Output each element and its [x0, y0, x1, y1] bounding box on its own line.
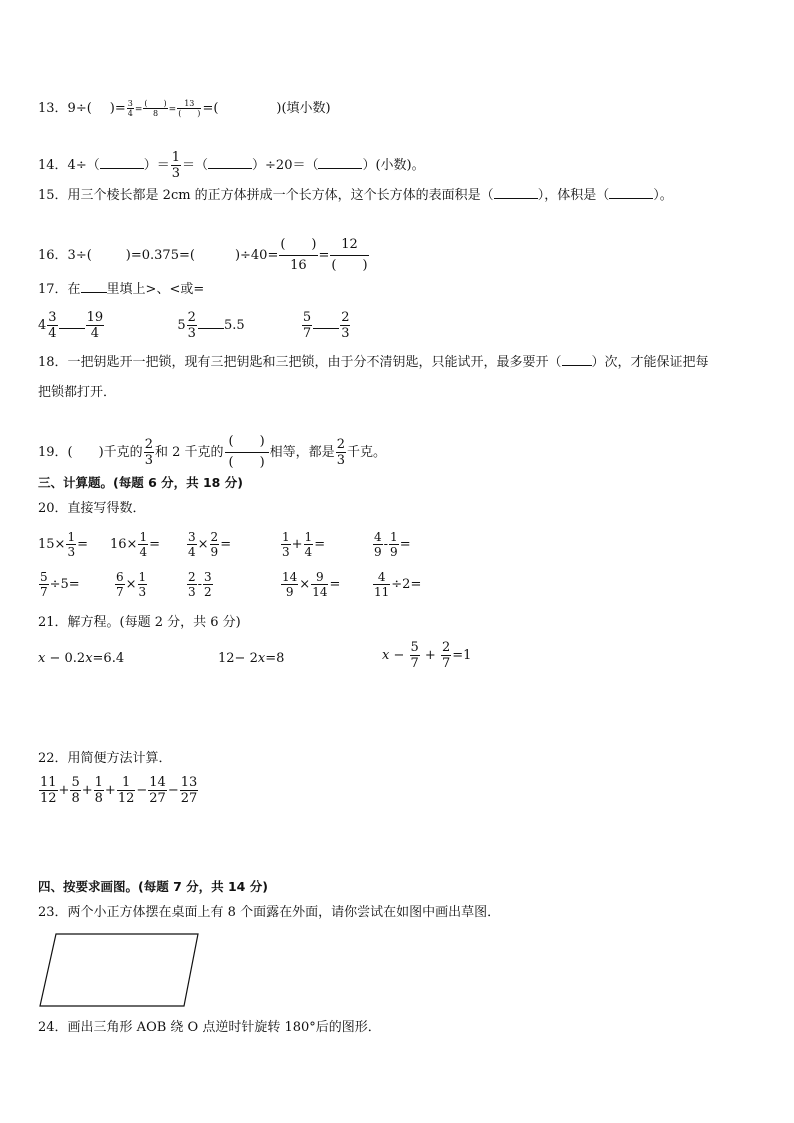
fraction: $\frac{19}{4}$	[86, 310, 104, 341]
fraction: $\frac{2}{3}$	[144, 437, 153, 468]
q20-item: $\frac{4}{9}$ - $\frac{1}{9}$ =	[374, 530, 411, 559]
answer-blank[interactable]	[609, 198, 653, 199]
question-24: 24．画出三角形 AOB 绕 O 点逆时针旋转 180°后的图形．	[38, 1020, 381, 1035]
fraction: $\frac{5}{7}$	[410, 640, 419, 671]
section-4-title: 四、按要求画图。(每题 7 分，共 14 分)	[38, 879, 268, 894]
fraction: $\frac{3}{4}$	[48, 310, 57, 341]
fraction: $\frac{12}{( )}$	[331, 237, 368, 273]
fraction: $\frac{2}{3}$	[336, 437, 345, 468]
answer-blank[interactable]	[494, 198, 538, 199]
fraction: $\frac{( )}{8}$	[144, 99, 167, 118]
question-15: 15．用三个棱长都是 2cm 的正方体拼成一个长方体，这个长方体的表面积是（ ），体积是（ ）。	[38, 188, 673, 203]
q22-expression: $\frac{11}{12}$ + $\frac{5}{8}$ + $\frac{1}{8}$ + $\frac{1}{12}$ − $\frac{14}{27}$ − $\frac{13}{27}$	[40, 775, 198, 806]
fraction: $\frac{5}{8}$	[71, 775, 80, 806]
fraction: $\frac{3}{4}$	[127, 99, 133, 118]
question-21-title: 21．解方程。(每题 2 分，共 6 分)	[38, 615, 241, 630]
q20-item: $\frac{3}{4}$ × $\frac{2}{9}$ =	[188, 530, 232, 559]
equation-1: x − 0.2x=6.4	[38, 651, 125, 666]
question-13: 13．9÷( )= $\frac{3}{4}$ = $\frac{( )}{8}$ = $\frac{13}{( )}$ =( )(填小数)	[38, 99, 331, 118]
question-17-items: 4 $\frac{3}{4}$ $\frac{19}{4}$ 5 $\frac{2}{3}$ 5.5 $\frac{5}{7}$ $\frac{2}{3}$	[38, 310, 350, 341]
question-18-line1: 18．一把钥匙开一把锁，现有三把钥匙和三把锁，由于分不清钥匙，只能试开，最多要开（ ）次，才能保证把每	[38, 355, 709, 370]
question-17-title: 17．在 里填上>、<或=	[38, 282, 205, 297]
question-14: 14．4÷（ ）＝ $\frac{1}{3}$ ＝（ ）÷20＝（ ）(小数)。	[38, 150, 425, 181]
parallelogram-shape	[40, 934, 198, 1006]
fraction: $\frac{2}{7}$	[441, 640, 451, 671]
fraction: $\frac{( )}{16}$	[280, 237, 317, 273]
fraction: $\frac{1}{8}$	[94, 775, 103, 806]
q20-item: $\frac{14}{9}$ × $\frac{9}{14}$ =	[282, 570, 341, 599]
q20-item: 16× $\frac{1}{4}$ =	[110, 530, 160, 559]
answer-blank[interactable]	[208, 168, 252, 169]
fraction: $\frac{13}{( )}$	[178, 99, 201, 118]
compare-blank[interactable]	[59, 328, 85, 329]
fraction: $\frac{5}{7}$	[302, 310, 312, 341]
answer-blank[interactable]	[81, 292, 107, 293]
answer-blank[interactable]	[318, 168, 362, 169]
fraction: $\frac{11}{12}$	[40, 775, 57, 806]
answer-blank[interactable]	[562, 365, 592, 366]
question-23: 23．两个小正方体摆在桌面上有 8 个面露在外面，请你尝试在如图中画出草图．	[38, 905, 501, 920]
question-22-title: 22．用简便方法计算．	[38, 751, 172, 766]
equation-2: 12− 2x=8	[218, 651, 285, 666]
q20-item: $\frac{6}{7}$ × $\frac{1}{3}$	[116, 570, 147, 599]
question-16: 16．3÷( )=0.375=( )÷40= $\frac{( )}{16}$ = $\frac{12}{( )}$	[38, 235, 370, 276]
fraction: $\frac{13}{27}$	[180, 775, 198, 806]
question-20-title: 20．直接写得数．	[38, 501, 146, 516]
section-3-title: 三、计算题。(每题 6 分，共 18 分)	[38, 475, 243, 490]
question-18-line2: 把锁都打开．	[38, 385, 117, 400]
fraction: $\frac{1}{3}$	[171, 150, 181, 181]
fraction: $\frac{1}{12}$	[117, 775, 135, 806]
compare-blank[interactable]	[313, 328, 339, 329]
q20-item: $\frac{4}{11}$ ÷2=	[374, 570, 422, 599]
q20-item: $\frac{5}{7}$ ÷5=	[40, 570, 80, 599]
fraction: $\frac{( )}{( )}$	[225, 432, 269, 473]
q20-item: $\frac{1}{3}$ + $\frac{1}{4}$ =	[282, 530, 326, 559]
parallelogram-drawing-area[interactable]	[36, 930, 202, 1010]
q20-item: $\frac{2}{3}$ - $\frac{3}{2}$	[188, 570, 212, 599]
compare-blank[interactable]	[198, 328, 224, 329]
fraction: $\frac{2}{3}$	[187, 310, 196, 341]
fraction: $\frac{14}{27}$	[149, 775, 166, 806]
q20-item: 15× $\frac{1}{3}$ =	[38, 530, 88, 559]
fraction: $\frac{2}{3}$	[341, 310, 350, 341]
equation-3: x − $\frac{5}{7}$ + $\frac{2}{7}$ =1	[382, 640, 472, 671]
question-19: 19．( )千克的 $\frac{2}{3}$ 和 2 千克的 $\frac{( )}{( )}$ 相等，都是 $\frac{2}{3}$ 千克。	[38, 432, 386, 473]
answer-blank[interactable]	[100, 168, 144, 169]
